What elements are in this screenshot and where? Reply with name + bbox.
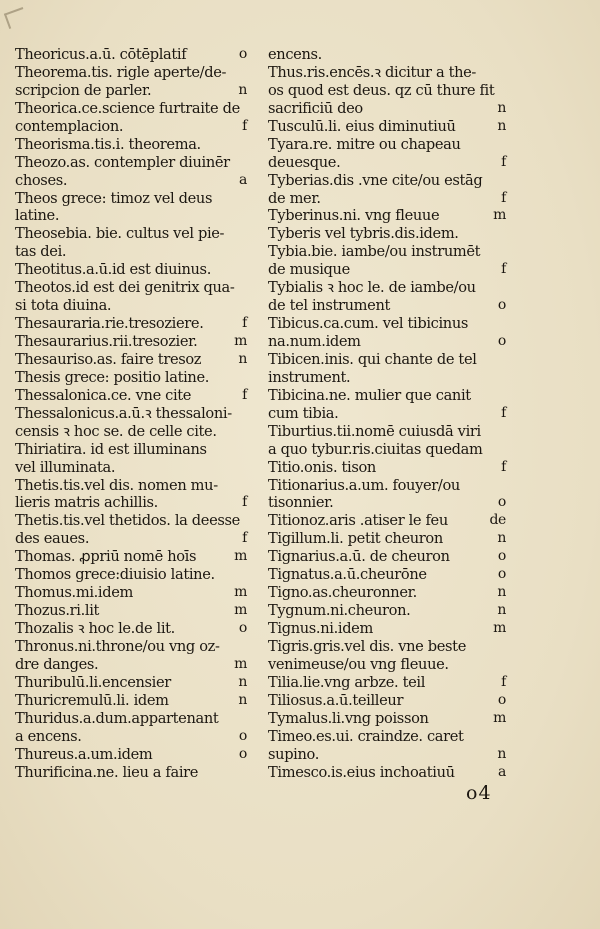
entry-line [268, 297, 506, 315]
entry-line [268, 674, 506, 692]
folio-number: o4 [466, 782, 492, 804]
entry-line [15, 315, 247, 333]
entry-text: na.num.idem [268, 333, 361, 350]
entry-text: contemplacion. [15, 117, 124, 135]
entry-text: os quod est deus. qz cū thure fit [268, 81, 495, 99]
entry-line [15, 351, 247, 369]
entry-text: latine. [15, 207, 60, 225]
entry-text: Tibicina.ne. mulier que canit [268, 386, 471, 404]
gender-marker: n [238, 81, 247, 98]
gender-marker: m [493, 709, 506, 726]
gender-marker: n [497, 584, 506, 601]
entry-text: Tigillum.li. petit cheuron [268, 530, 443, 548]
gender-marker: o [238, 727, 247, 744]
entry-text: Tymalus.li.vng poisson [268, 709, 429, 727]
entry-text: instrument. [268, 368, 351, 386]
entry-text: Titio.onis. tison [268, 458, 376, 476]
entry-line [268, 405, 506, 423]
entry-text: Thesauraria.rie.tresoziere. [15, 315, 204, 333]
entry-text: Theorema.tis. rigle aperte/de- [15, 63, 227, 81]
gender-marker: m [234, 584, 247, 601]
entry-line [268, 548, 506, 566]
gender-marker: f [242, 315, 247, 332]
entry-text: Timeo.es.ui. craindze. caret [268, 727, 464, 745]
entry-line [268, 279, 506, 297]
entry-line [15, 566, 247, 584]
entry-text: Theorisma.tis.i. theorema. [15, 135, 201, 153]
entry-text: Tibicen.inis. qui chante de tel [268, 350, 477, 368]
entry-line [15, 190, 247, 208]
entry-line [268, 584, 506, 602]
entry-line [268, 494, 506, 512]
entry-text: Theozo.as. contempler diuinēr [15, 153, 230, 171]
gender-marker: o [238, 620, 247, 636]
entry-line [268, 638, 506, 656]
gender-marker: f [501, 189, 506, 206]
entry-text: des eaues. [15, 530, 90, 548]
entry-text: a encens. [15, 727, 82, 745]
entry-text: Thuricremulū.li. idem [15, 691, 169, 709]
entry-text: cum tibia. [268, 404, 339, 422]
entry-line [15, 638, 247, 656]
entry-line [268, 82, 506, 100]
entry-line [268, 261, 506, 279]
gender-marker: f [242, 386, 247, 403]
entry-text: Thuridus.a.dum.appartenant [15, 709, 219, 727]
entry-line [15, 243, 247, 261]
entry-line [268, 369, 506, 387]
gender-marker: n [238, 673, 247, 690]
entry-text: Tybialis ꝛ hoc le. de iambe/ou [268, 279, 476, 297]
gender-marker: o [238, 745, 247, 762]
gender-marker: o [497, 566, 506, 583]
entry-text: Thozalis ꝛ hoc le.de lit. [15, 620, 175, 637]
entry-line [15, 154, 247, 172]
entry-line [268, 333, 506, 351]
entry-line [268, 620, 506, 638]
entry-text: scripcion de parler. [15, 81, 152, 99]
entry-line [15, 64, 247, 82]
entry-text: tisonnier. [268, 494, 334, 512]
entry-line [268, 172, 506, 190]
gender-marker: n [497, 530, 506, 547]
entry-line [268, 656, 506, 674]
entry-text: Titionoz.aris .atiser le feu [268, 512, 448, 530]
entry-line [15, 548, 247, 566]
entry-text: Thomus.mi.idem [15, 584, 134, 602]
entry-text: Timesco.is.eius inchoatiuū [268, 763, 455, 781]
gender-marker: f [501, 261, 506, 278]
entry-line [15, 279, 247, 297]
entry-text: Theotitus.a.ū.id est diuinus. [15, 261, 211, 279]
entry-line [15, 494, 247, 512]
entry-text: Tiliosus.a.ū.teilleur [268, 691, 404, 709]
gender-marker: o [497, 494, 506, 511]
corner-mark [4, 7, 28, 29]
entry-line [15, 261, 247, 279]
entry-line [268, 225, 506, 243]
gender-marker: f [501, 153, 506, 170]
gender-marker: o [497, 548, 506, 565]
entry-text: Theos grece: timoz vel deus [15, 189, 213, 207]
entry-line [268, 423, 506, 441]
entry-text: Thus.ris.encēs.ꝛ dicitur a the- [268, 63, 477, 81]
entry-text: choses. [15, 171, 68, 189]
entry-text: Thurificina.ne. lieu a faire [15, 763, 199, 781]
entry-text: vel illuminata. [15, 458, 116, 476]
gender-marker: o [497, 691, 506, 708]
entry-line [268, 243, 506, 261]
gender-marker: f [501, 458, 506, 475]
entry-text: Tignus.ni.idem [268, 620, 373, 637]
gender-marker: f [501, 404, 506, 421]
entry-text: Thesaurarius.rii.tresozier. [15, 333, 198, 350]
entry-text: Theosebia. bie. cultus vel pie- [15, 225, 225, 243]
gender-marker: f [242, 494, 247, 511]
entry-line [15, 620, 247, 638]
entry-line [15, 100, 247, 118]
entry-line [15, 602, 247, 620]
gender-marker: m [234, 548, 247, 565]
entry-line [15, 459, 247, 477]
entry-text: censis ꝛ hoc se. de celle cite. [15, 422, 217, 440]
gender-marker: o [238, 46, 247, 62]
gender-marker: m [234, 602, 247, 619]
entry-text: Thetis.tis.vel dis. nomen mu- [15, 476, 218, 494]
entry-line [15, 172, 247, 190]
entry-text: Theoricus.a.ū. cōtēplatif [15, 46, 187, 63]
entry-line [268, 459, 506, 477]
entry-line [268, 118, 506, 136]
entry-line [15, 584, 247, 602]
entry-text: Tigno.as.cheuronner. [268, 584, 417, 602]
entry-text: Thetis.tis.vel thetidos. la deesse [15, 512, 240, 530]
entry-text: Theotos.id est dei genitrix qua- [15, 279, 235, 297]
gender-marker: m [234, 655, 247, 672]
entry-line [268, 351, 506, 369]
gender-marker: n [497, 99, 506, 116]
gender-marker: m [493, 620, 506, 636]
entry-line [15, 82, 247, 100]
entry-text: a quo tybur.ris.ciuitas quedam [268, 440, 483, 458]
entry-text: Tilia.lie.vng arbze. teil [268, 673, 426, 691]
gender-marker: f [242, 117, 247, 134]
entry-text: Tusculū.li. eius diminutiuū [268, 117, 456, 135]
entry-line [268, 710, 506, 728]
entry-line [268, 441, 506, 459]
entry-line [15, 746, 247, 764]
entry-line [268, 190, 506, 208]
entry-line [15, 656, 247, 674]
entry-line [268, 764, 506, 782]
entry-text: Tyberis vel tybris.dis.idem. [268, 225, 459, 243]
entry-line [268, 207, 506, 225]
entry-text: Tybia.bie. iambe/ou instrumēt [268, 243, 481, 261]
entry-line [15, 692, 247, 710]
entry-line [15, 369, 247, 387]
gender-marker: f [242, 530, 247, 547]
entry-text: Thesauriso.as. faire tresoz [15, 350, 202, 368]
entry-text: Thiriatira. id est illuminans [15, 440, 207, 458]
entry-text: si tota diuina. [15, 297, 112, 315]
gender-marker: m [234, 333, 247, 349]
entry-text: Theorica.ce.science furtraite de [15, 99, 240, 117]
entry-text: lieris matris achillis. [15, 494, 158, 512]
entry-text: venimeuse/ou vng fleuue. [268, 655, 449, 673]
entry-line [15, 333, 247, 351]
gender-marker: n [497, 602, 506, 619]
entry-line [268, 387, 506, 405]
entry-text: sacrificiū deo [268, 99, 363, 117]
entry-line [268, 64, 506, 82]
gender-marker: a [239, 171, 247, 188]
entry-text: Thesis grece: positio latine. [15, 368, 210, 386]
entry-line [268, 154, 506, 172]
entry-line [268, 477, 506, 495]
entry-line [15, 387, 247, 405]
entry-line [15, 441, 247, 459]
entry-text: tas dei. [15, 243, 67, 261]
entry-line [15, 530, 247, 548]
left-column [15, 46, 247, 781]
gender-marker: a [498, 763, 506, 780]
entry-text: de mer. [268, 189, 321, 207]
entry-text: Thozus.ri.lit [15, 602, 100, 620]
entry-text: Tiburtius.tii.nomē cuiusdā viri [268, 422, 481, 440]
entry-line [268, 746, 506, 764]
entry-line [268, 46, 506, 64]
entry-text: Thronus.ni.throne/ou vng oz- [15, 637, 220, 655]
entry-line [268, 692, 506, 710]
entry-text: Thessalonica.ce. vne cite [15, 386, 192, 404]
right-column [268, 46, 506, 781]
entry-text: Tyberias.dis .vne cite/ou estāg [268, 171, 483, 189]
entry-line [15, 297, 247, 315]
entry-text: Thessalonicus.a.ū.ꝛ thessaloni- [15, 404, 232, 422]
entry-line [15, 477, 247, 495]
entry-line [268, 566, 506, 584]
entry-text: Thuribulū.li.encensier [15, 673, 171, 691]
entry-line [268, 728, 506, 746]
entry-line [15, 423, 247, 441]
entry-line [268, 512, 506, 530]
entry-line [15, 710, 247, 728]
entry-text: Tyara.re. mitre ou chapeau [268, 135, 461, 153]
gender-marker: m [493, 207, 506, 224]
entry-text: de musique [268, 261, 350, 279]
entry-line [15, 728, 247, 746]
entry-text: Tignarius.a.ū. de cheuron [268, 548, 450, 566]
entry-line [268, 315, 506, 333]
entry-line [268, 602, 506, 620]
entry-line [15, 46, 247, 64]
gender-marker: f [501, 673, 506, 690]
entry-text: de tel instrument [268, 297, 391, 315]
entry-line [15, 674, 247, 692]
entry-text: deuesque. [268, 153, 341, 171]
entry-line [15, 136, 247, 154]
entry-text: Thomos grece:diuisio latine. [15, 566, 215, 584]
gender-marker: n [497, 117, 506, 134]
entry-text: Tygnum.ni.cheuron. [268, 602, 411, 620]
entry-line [268, 136, 506, 154]
entry-text: Tibicus.ca.cum. vel tibicinus [268, 315, 469, 333]
entry-text: Tigris.gris.vel dis. vne beste [268, 637, 466, 655]
gender-marker: de [489, 512, 506, 529]
gender-marker: o [497, 297, 506, 314]
entry-text: Titionarius.a.um. fouyer/ou [268, 476, 460, 494]
entry-line [268, 530, 506, 548]
entry-line [15, 225, 247, 243]
entry-text: Tyberinus.ni. vng fleuue [268, 207, 440, 225]
gender-marker: n [497, 745, 506, 762]
entry-text: supino. [268, 745, 320, 763]
entry-text: dre danges. [15, 655, 99, 673]
gender-marker: o [497, 333, 506, 349]
entry-text: Tignatus.a.ū.cheurōne [268, 566, 427, 584]
gender-marker: n [238, 691, 247, 708]
entry-line [268, 100, 506, 118]
entry-line [15, 512, 247, 530]
entry-text: Thomas. ꝓpriū nomē hoīs [15, 548, 197, 566]
gender-marker: n [238, 350, 247, 367]
entry-text: Thureus.a.um.idem [15, 745, 153, 763]
entry-text: encens. [268, 46, 322, 63]
entry-line [15, 207, 247, 225]
entry-line [15, 405, 247, 423]
entry-line [15, 118, 247, 136]
entry-line [15, 764, 247, 782]
